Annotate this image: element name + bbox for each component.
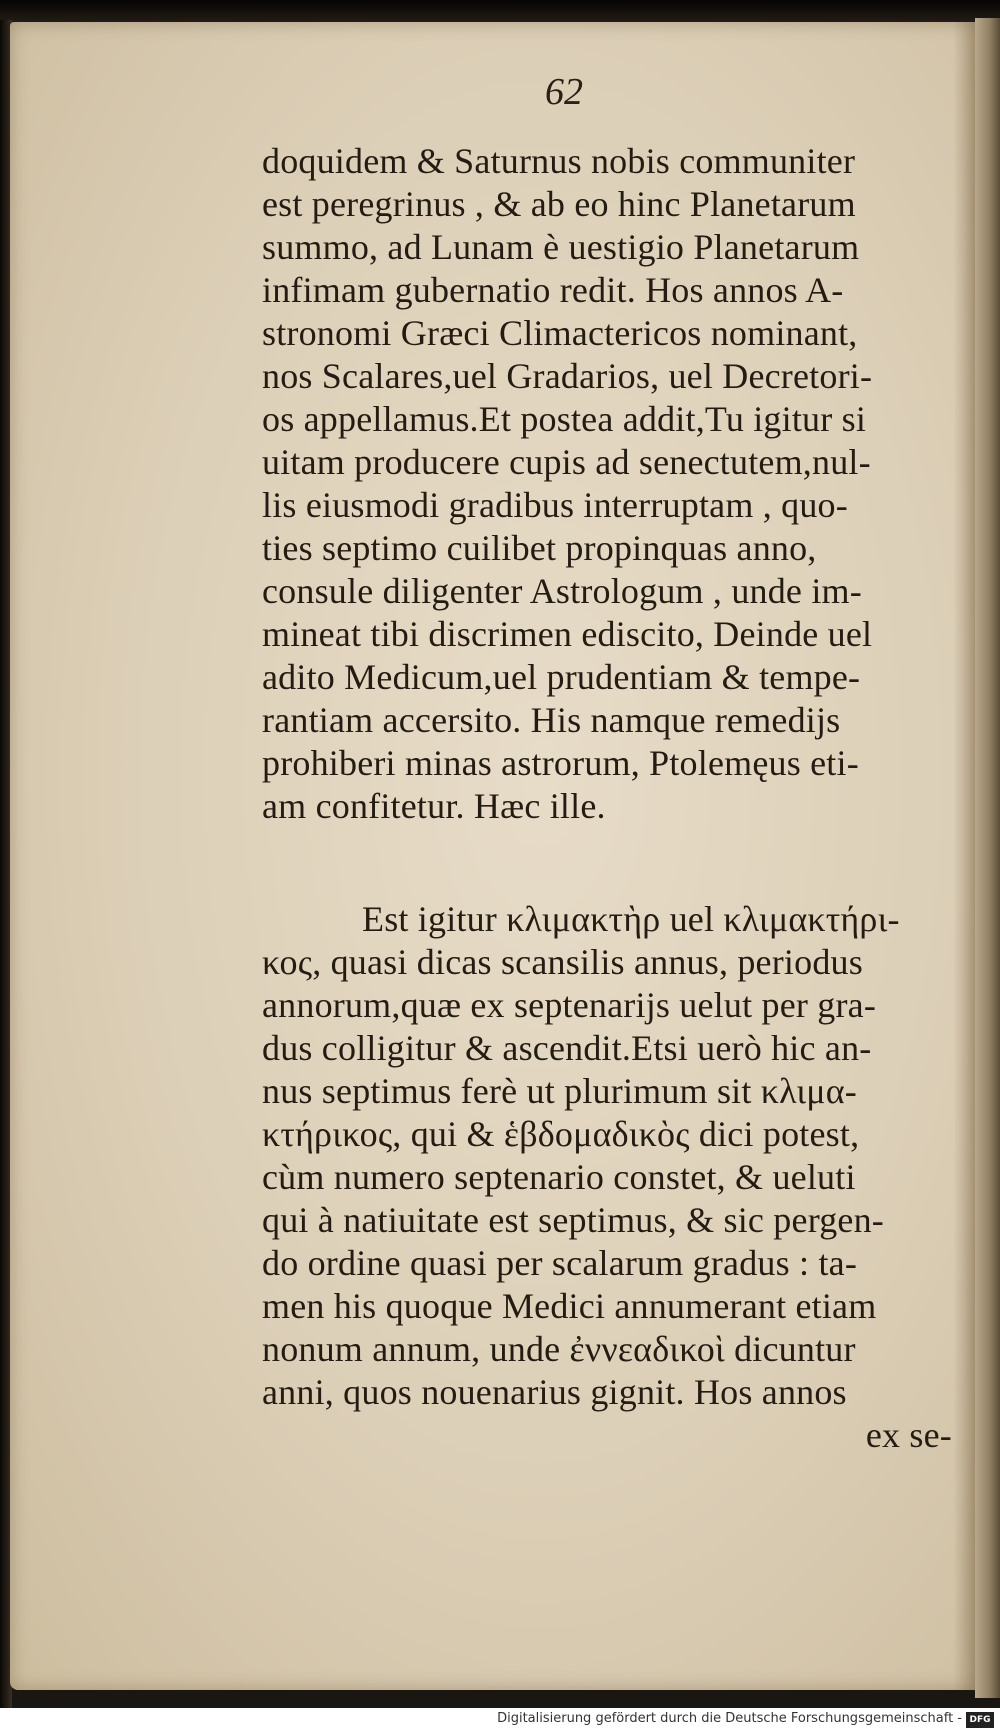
- body-text: [262, 140, 952, 1457]
- text-line: doquidem & Saturnus nobis communiter: [262, 141, 856, 181]
- text-line: nus septimus ferè ut plurimum sit κλιμα-: [262, 1071, 857, 1111]
- funding-notice: Digitalisierung gefördert durch die Deutsche Forschungsgemeinschaft -: [497, 1711, 962, 1726]
- text-line: lis eiusmodi gradibus interruptam , quo-: [262, 485, 848, 525]
- text-line: κος, quasi dicas scansilis annus, periodus: [262, 942, 863, 982]
- text-line: annorum,quæ ex septenarijs uelut per gra-: [262, 985, 877, 1025]
- text-line: os appellamus.Et postea addit,Tu igitur si: [262, 399, 867, 439]
- text-line: dus colligitur & ascendit.Etsi uerò hic an-: [262, 1028, 872, 1068]
- text-line: nos Scalares,uel Gradarios, uel Decretori-: [262, 356, 873, 396]
- text-line: consule diligenter Astrologum , unde im-: [262, 571, 862, 611]
- text-line: summo, ad Lunam è uestigio Planetarum: [262, 227, 860, 267]
- catchword: ex se-: [865, 1415, 952, 1455]
- text-line: mineat tibi discrimen ediscito, Deinde uel: [262, 614, 873, 654]
- text-line: adito Medicum,uel prudentiam & tempe-: [262, 657, 861, 697]
- text-line: do ordine quasi per scalarum gradus : ta-: [262, 1243, 858, 1283]
- text-line: am confitetur. Hæc ille.: [262, 786, 606, 826]
- text-line: est peregrinus , & ab eo hinc Planetarum: [262, 184, 856, 224]
- text-line: nonum annum, unde ἐννεαδικοὶ dicuntur: [262, 1329, 856, 1369]
- page-edge-shading: [953, 22, 975, 1690]
- digitization-footer: [0, 1708, 1000, 1733]
- paragraph-gap: [262, 828, 952, 898]
- text-line: Est igitur κλιμακτὴρ uel κλιμακτήρι-: [362, 899, 900, 939]
- text-line: rantiam accersito. His namque remedijs: [262, 700, 841, 740]
- text-line: men his quoque Medici annumerant etiam: [262, 1286, 877, 1326]
- text-line: infimam gubernatio redit. Hos annos A-: [262, 270, 844, 310]
- text-line: κτήρικος, qui & ἑβδομαδικὸς dici potest,: [262, 1114, 860, 1154]
- dfg-logo: DFG: [966, 1712, 994, 1728]
- text-line: stronomi Græci Climactericos nominant,: [262, 313, 858, 353]
- text-line: qui à natiuitate est septimus, & sic pergen-: [262, 1200, 884, 1240]
- text-line: ties septimo cuilibet propinquas anno,: [262, 528, 817, 568]
- text-line: uitam producere cupis ad senectutem,nul-: [262, 442, 871, 482]
- text-line: prohiberi minas astrorum, Ptolemęus eti-: [262, 743, 859, 783]
- text-line: anni, quos nouenarius gignit. Hos annos: [262, 1372, 847, 1412]
- book-page-stack-edge: [975, 18, 1000, 1698]
- text-line: cùm numero septenario constet, & ueluti: [262, 1157, 856, 1197]
- page-number: 62: [545, 71, 583, 113]
